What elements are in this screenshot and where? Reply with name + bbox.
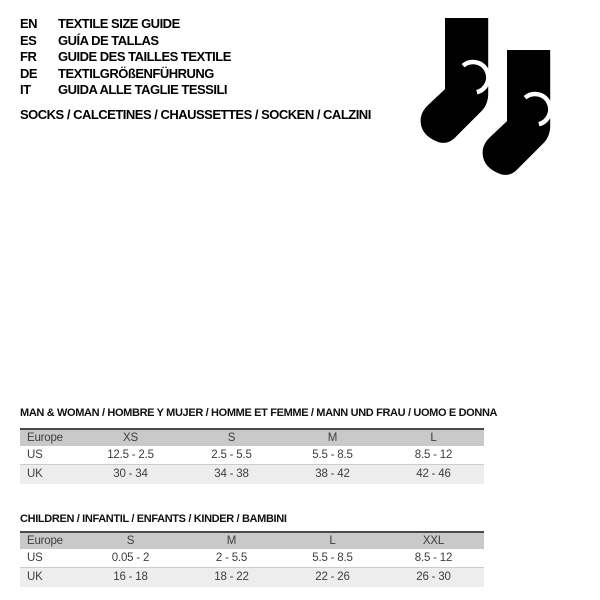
column-header: XXL (422, 535, 445, 547)
sock-front-icon (483, 50, 551, 175)
language-code: DE (20, 65, 38, 81)
language-code: EN (20, 16, 38, 31)
row-label: UK (27, 571, 43, 583)
language-label: GUÍA DE TALLAS (58, 32, 159, 48)
sock-back-icon (421, 18, 489, 143)
category-title: SOCKS / CALCETINES / CHAUSSETTES / SOCKEN / CALZINI (20, 107, 371, 122)
language-row-de (20, 66, 231, 83)
column-header: M (327, 432, 338, 444)
size-value: 38 - 42 (315, 468, 350, 480)
column-header: Europe (27, 535, 63, 547)
language-list (20, 16, 231, 99)
row-label: UK (27, 468, 43, 480)
column-header: S (126, 535, 135, 547)
table-title: CHILDREN / INFANTIL / ENFANTS / KINDER / BAMBINI (20, 513, 287, 525)
table-row (20, 568, 484, 587)
socks-icon (400, 0, 600, 190)
language-label: GUIDE DES TAILLES TEXTILE (58, 49, 231, 65)
size-value: 22 - 26 (315, 571, 350, 583)
size-value: 5.5 - 8.5 (312, 552, 353, 564)
language-row-es (20, 33, 231, 50)
column-header: Europe (27, 432, 63, 444)
column-header: M (226, 535, 237, 547)
language-code: FR (20, 49, 37, 65)
row-label: US (27, 552, 43, 564)
size-value: 2.5 - 5.5 (211, 449, 252, 461)
table-header-row (20, 531, 484, 549)
size-value: 26 - 30 (416, 571, 451, 583)
size-value: 30 - 34 (113, 468, 148, 480)
table-row (20, 549, 484, 568)
language-label: TEXTILGRÖßENFÜHRUNG (58, 65, 214, 81)
size-value: 34 - 38 (214, 468, 249, 480)
language-row-it (20, 82, 231, 99)
table-row (20, 446, 484, 465)
size-value: 16 - 18 (113, 571, 148, 583)
language-label: TEXTILE SIZE GUIDE (58, 16, 180, 31)
size-table-children (20, 513, 484, 587)
table-row (20, 465, 484, 484)
size-value: 12.5 - 2.5 (107, 449, 154, 461)
language-label: GUIDA ALLE TAGLIE TESSILI (58, 82, 228, 98)
size-value: 42 - 46 (416, 468, 451, 480)
table-header-row (20, 428, 484, 446)
size-value: 5.5 - 8.5 (312, 449, 353, 461)
column-header: XS (123, 432, 138, 444)
row-label: US (27, 449, 43, 461)
size-value: 8.5 - 12 (414, 552, 453, 564)
column-header: S (227, 432, 236, 444)
table-title: MAN & WOMAN / HOMBRE Y MUJER / HOMME ET FEMME / MANN UND FRAU / UOMO E DONNA (20, 407, 498, 419)
size-value: 2 - 5.5 (215, 552, 248, 564)
size-value: 0.05 - 2 (111, 552, 150, 564)
language-row-en (20, 16, 231, 33)
column-header: L (329, 535, 336, 547)
language-code: IT (20, 82, 31, 98)
language-row-fr (20, 49, 231, 66)
size-table-man-woman (20, 407, 498, 484)
column-header: L (430, 432, 437, 444)
size-value: 8.5 - 12 (414, 449, 453, 461)
language-code: ES (20, 32, 37, 48)
size-value: 18 - 22 (214, 571, 249, 583)
